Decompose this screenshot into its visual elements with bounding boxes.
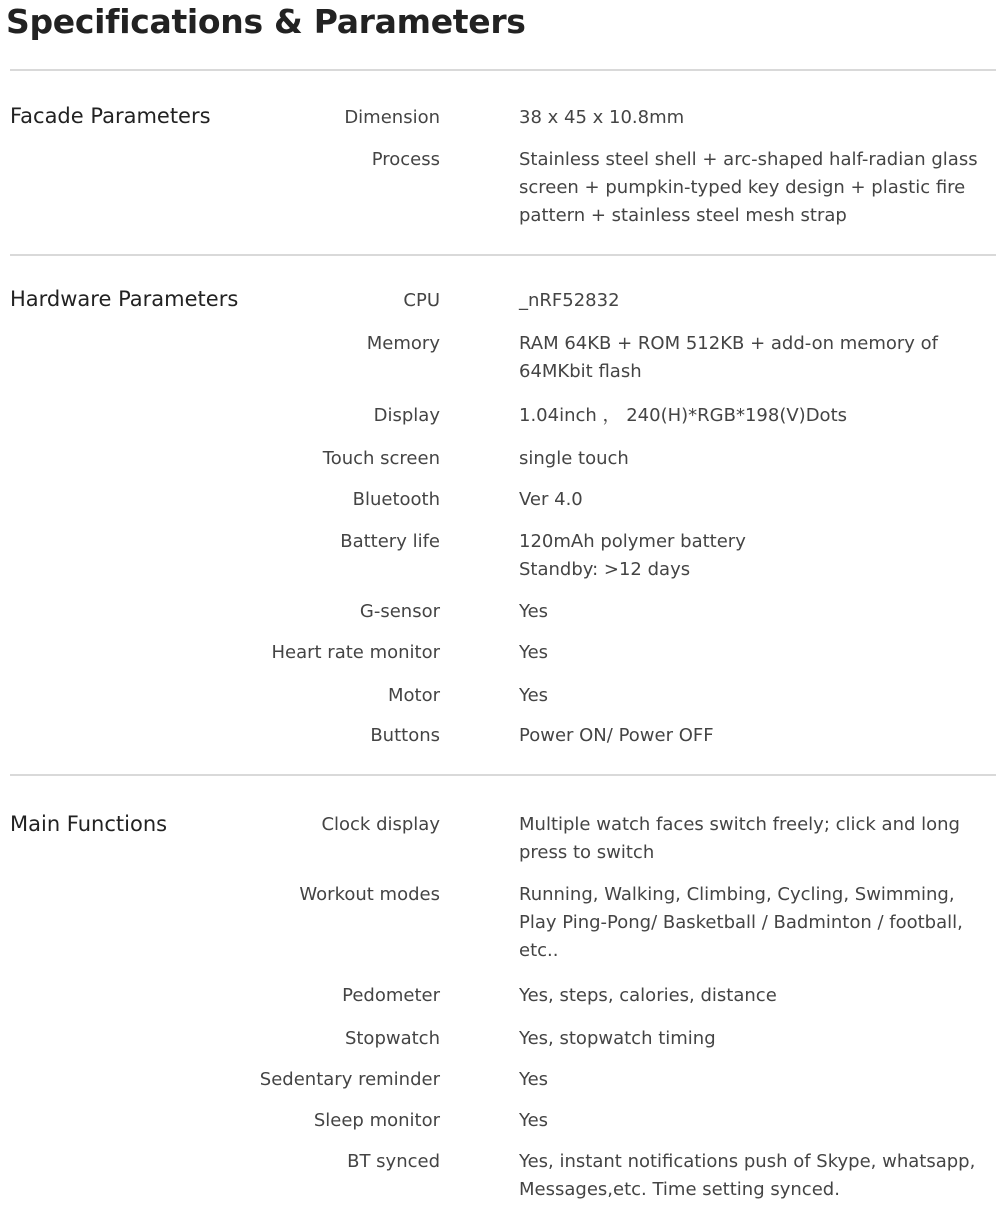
param-label-g-sensor: G-sensor [359, 601, 440, 622]
page-title: Specifications & Parameters [6, 2, 526, 41]
param-label-dimension: Dimension [344, 107, 440, 128]
param-label-memory: Memory [366, 333, 440, 354]
value-line: 1.04inch ， 240(H)*RGB*198(V)Dots [519, 405, 847, 426]
param-value-dimension [519, 104, 1001, 132]
param-label-heart-rate-monitor: Heart rate monitor [271, 642, 440, 663]
value-line: 64MKbit flash [519, 361, 642, 382]
param-value-display [519, 402, 1001, 430]
param-value-touch-screen [519, 445, 1001, 473]
section-title-functions: Main Functions [10, 812, 168, 836]
param-value-sleep-monitor [519, 1107, 1001, 1135]
param-value-battery-life [519, 528, 1001, 584]
param-value-pedometer [519, 982, 1001, 1010]
param-value-motor [519, 682, 1001, 710]
section-title-hardware: Hardware Parameters [10, 287, 239, 311]
value-line: Play Ping-Pong/ Basketball / Badminton / football, [519, 912, 963, 933]
value-line: screen + pumpkin-typed key design + plastic fire [519, 177, 966, 198]
param-label-sleep-monitor: Sleep monitor [313, 1110, 440, 1131]
value-line: Ver 4.0 [519, 489, 583, 510]
param-label-clock-display: Clock display [321, 814, 440, 835]
value-line: 120mAh polymer battery [519, 531, 746, 552]
param-label-stopwatch: Stopwatch [344, 1028, 440, 1049]
param-value-buttons [519, 722, 1001, 750]
param-value-g-sensor [519, 598, 1001, 626]
param-label-bluetooth: Bluetooth [352, 489, 440, 510]
section-title-facade: Facade Parameters [10, 104, 211, 128]
value-line: pattern + stainless steel mesh strap [519, 205, 847, 226]
value-line: _nRF52832 [519, 290, 620, 311]
param-label-workout-modes: Workout modes [299, 884, 440, 905]
param-label-touch-screen: Touch screen [322, 448, 440, 469]
value-line: Messages,etc. Time setting synced. [519, 1179, 840, 1200]
divider-facade [10, 254, 996, 256]
value-line: 38 x 45 x 10.8mm [519, 107, 685, 128]
value-line: Yes [519, 601, 549, 622]
value-line: Yes [519, 1069, 549, 1090]
value-line: RAM 64KB + ROM 512KB + add-on memory of [519, 333, 939, 354]
param-label-cpu: CPU [403, 290, 440, 311]
value-line: Yes [519, 685, 549, 706]
param-value-bt-synced [519, 1148, 1001, 1204]
value-line: Yes, steps, calories, distance [519, 985, 777, 1006]
param-value-cpu [519, 287, 1001, 315]
value-line: Yes [519, 642, 549, 663]
param-label-motor: Motor [387, 685, 440, 706]
divider-hardware [10, 774, 996, 776]
value-line: Yes, stopwatch timing [519, 1028, 716, 1049]
value-line: Multiple watch faces switch freely; click and long [519, 814, 960, 835]
value-line: press to switch [519, 842, 655, 863]
param-value-workout-modes [519, 881, 1001, 965]
param-label-pedometer: Pedometer [342, 985, 440, 1006]
value-line: Yes [519, 1110, 549, 1131]
param-label-process: Process [371, 149, 440, 170]
value-line: Yes, instant notifications push of Skype, whatsapp, [519, 1151, 976, 1172]
param-value-clock-display [519, 811, 1001, 867]
param-value-sedentary-reminder [519, 1066, 1001, 1094]
param-value-memory [519, 330, 1001, 386]
value-line: Power ON/ Power OFF [519, 725, 714, 746]
param-label-display: Display [373, 405, 440, 426]
value-line: etc.. [519, 940, 559, 961]
param-label-sedentary-reminder: Sedentary reminder [259, 1069, 440, 1090]
param-label-bt-synced: BT synced [347, 1151, 440, 1172]
param-value-heart-rate-monitor [519, 639, 1001, 667]
value-line: Running, Walking, Climbing, Cycling, Swimming, [519, 884, 955, 905]
divider-top [10, 69, 996, 71]
param-label-battery-life: Battery life [340, 531, 440, 552]
value-line: Standby: >12 days [519, 559, 691, 580]
param-value-bluetooth [519, 486, 1001, 514]
param-value-stopwatch [519, 1025, 1001, 1053]
param-label-buttons: Buttons [370, 725, 440, 746]
value-line: single touch [519, 448, 629, 469]
value-line: Stainless steel shell + arc-shaped half-radian glass [519, 149, 978, 170]
param-value-process [519, 146, 1001, 230]
